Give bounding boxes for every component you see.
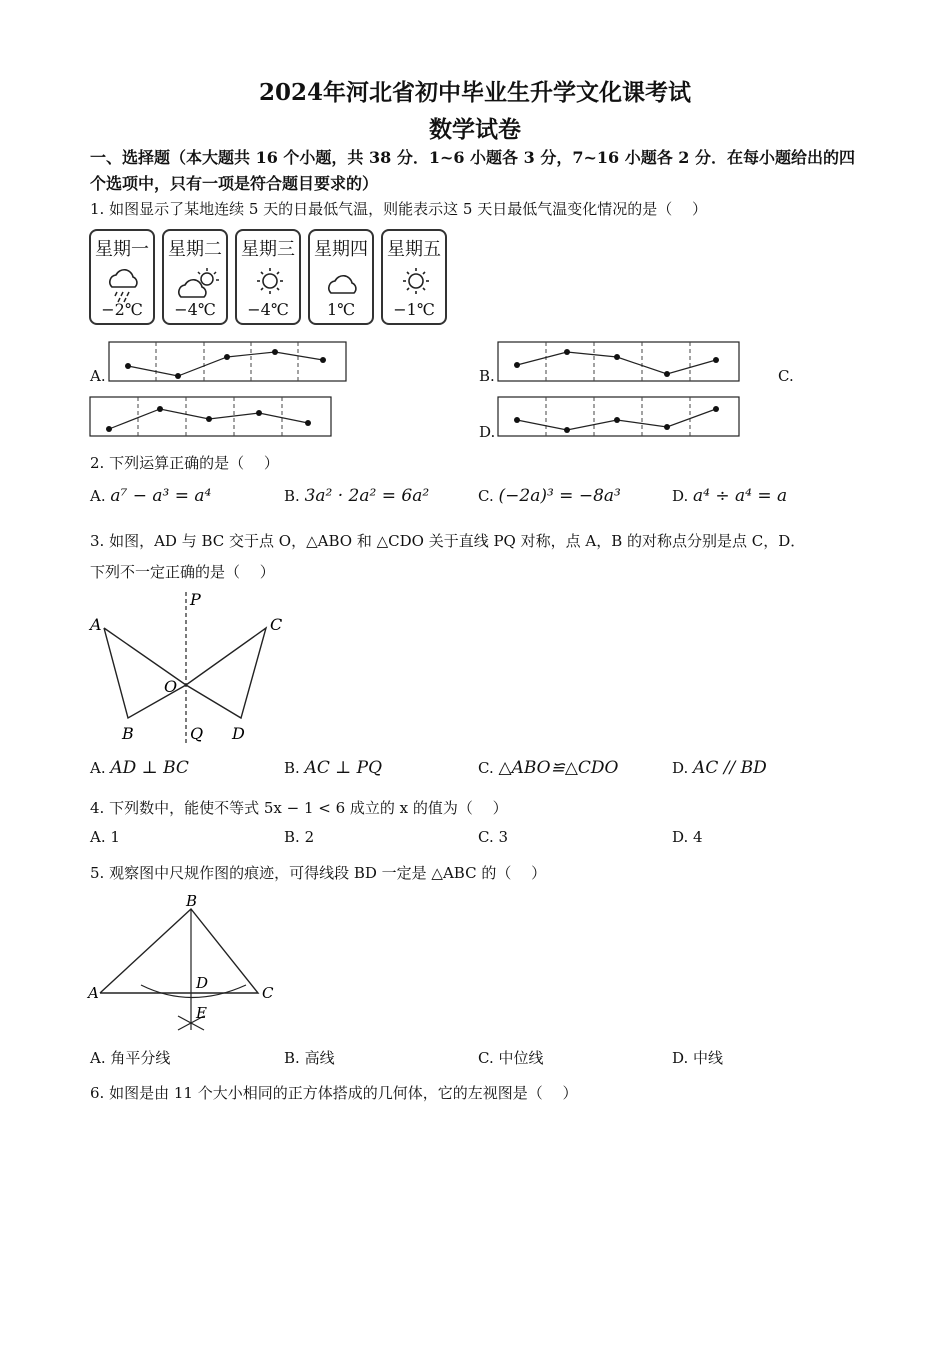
temperature-label: −2℃: [101, 300, 143, 319]
option-expression: AC ⊥ PQ: [304, 758, 383, 778]
option-label: B.: [284, 1049, 300, 1067]
sun-icon: [250, 265, 290, 305]
q5-option-c: [478, 1047, 544, 1068]
option-c-graph: [89, 396, 333, 438]
partly-cloudy-icon: [177, 265, 221, 305]
temperature-label: −4℃: [174, 300, 216, 319]
weather-card: [89, 229, 155, 325]
option-label: D.: [672, 1049, 689, 1067]
option-label: C.: [478, 759, 494, 777]
option-value: 角平分线: [110, 1049, 171, 1067]
q5-option-a: [90, 1047, 170, 1068]
option-value: 2: [304, 828, 315, 846]
weekday-label: 星期一: [95, 239, 149, 260]
weather-card: [381, 229, 447, 325]
point-label: A: [90, 615, 102, 634]
option-label: B.: [284, 828, 300, 846]
option-d-label: D.: [479, 423, 496, 441]
option-expression: a⁴ ÷ a⁴ = a: [693, 486, 788, 506]
point-label: E: [196, 1004, 207, 1022]
option-b-graph: [497, 341, 741, 383]
option-label: A.: [90, 759, 106, 777]
weather-card: [235, 229, 301, 325]
section-heading: 一、选择题（本大题共 16 个小题，共 38 分．1~6 小题各 3 分，7~16 小题各 2 分．在每小题给出的四个选项中，只有一项是符合题目要求的）: [90, 148, 855, 193]
question-3-stem-line2: 下列不一定正确的是（ ）: [90, 563, 275, 581]
option-value: 中位线: [498, 1049, 544, 1067]
weather-card: [162, 229, 228, 325]
point-label: B: [186, 892, 198, 910]
q4-option-a: [90, 828, 120, 846]
question-5-stem: 5. 观察图中尺规作图的痕迹，可得线段 BD 一定是 △ABC 的（ ）: [90, 864, 547, 882]
q2-option-c: [478, 486, 621, 506]
weekday-label: 星期四: [314, 239, 368, 260]
option-label: A.: [90, 487, 106, 505]
option-expression: a⁷ − a³ = a⁴: [110, 486, 212, 506]
option-label: D.: [672, 828, 689, 846]
option-label: B.: [284, 759, 300, 777]
option-label: D.: [672, 759, 689, 777]
q3-symmetry-figure: [86, 588, 296, 748]
option-label: B.: [284, 487, 300, 505]
point-label: O: [164, 677, 178, 696]
point-label: A: [88, 984, 99, 1002]
question-1-stem: 1. 如图显示了某地连续 5 天的日最低气温，则能表示这 5 天日最低气温变化情况的是（ ）: [90, 200, 708, 218]
option-label: C.: [478, 828, 494, 846]
temperature-label: −1℃: [393, 300, 435, 319]
option-expression: (−2a)³ = −8a³: [498, 486, 621, 506]
option-expression: AC // BD: [693, 758, 767, 778]
question-4-stem: 4. 下列数中，能使不等式 5x − 1 < 6 成立的 x 的值为（ ）: [90, 799, 508, 817]
q3-option-b: [284, 758, 382, 778]
option-value: 1: [110, 828, 120, 846]
question-6-stem: 6. 如图是由 11 个大小相同的正方体搭成的几何体，它的左视图是（ ）: [90, 1084, 578, 1102]
option-a-graph: [108, 341, 348, 383]
option-label: A.: [90, 828, 106, 846]
exam-subtitle: 数学试卷: [429, 116, 521, 143]
question-3-stem-line1: 3. 如图，AD 与 BC 交于点 O，△ABO 和 △CDO 关于直线 PQ 对称，点 A，B 的对称点分别是点 C，D．: [90, 532, 806, 550]
weekday-label: 星期五: [387, 239, 441, 260]
question-2-stem: 2. 下列运算正确的是（ ）: [90, 454, 279, 472]
point-label: P: [190, 590, 201, 609]
option-label: C.: [478, 487, 494, 505]
option-label: A.: [90, 1049, 106, 1067]
option-label: D.: [672, 487, 689, 505]
sun-icon: [396, 265, 436, 305]
temperature-label: −4℃: [247, 300, 289, 319]
q3-option-a: [90, 758, 189, 778]
option-value: 中线: [693, 1049, 724, 1067]
q3-option-c: [478, 758, 619, 778]
q5-option-b: [284, 1047, 335, 1068]
weather-card: [308, 229, 374, 325]
option-expression: △ABO≌△CDO: [498, 758, 619, 778]
q4-option-b: [284, 828, 314, 846]
weekday-label: 星期二: [168, 239, 222, 260]
exam-title: 2024年河北省初中毕业生升学文化课考试: [258, 79, 691, 106]
option-b-label: B.: [479, 367, 495, 385]
q3-option-d: [672, 758, 767, 778]
option-expression: AD ⊥ BC: [110, 758, 189, 778]
option-value: 高线: [304, 1049, 335, 1067]
option-d-graph: [497, 396, 741, 438]
point-label: C: [270, 615, 283, 634]
option-value: 3: [498, 828, 509, 846]
point-label: C: [262, 984, 274, 1002]
rain-cloud-icon: [104, 265, 144, 305]
q2-option-d: [672, 486, 787, 506]
point-label: B: [122, 724, 134, 743]
point-label: Q: [190, 724, 204, 743]
weekday-label: 星期三: [241, 239, 295, 260]
weather-cards: [89, 229, 454, 330]
q5-construction-figure: [86, 890, 282, 1035]
temperature-label: 1℃: [326, 300, 356, 319]
point-label: D: [232, 724, 245, 743]
option-a-label: A.: [90, 367, 106, 385]
q5-option-d: [672, 1047, 723, 1068]
option-expression: 3a² · 2a² = 6a²: [304, 486, 430, 506]
q2-option-a: [90, 486, 211, 506]
point-label: D: [196, 974, 209, 992]
option-label: C.: [478, 1049, 494, 1067]
option-c-label: C.: [778, 367, 794, 385]
option-value: 4: [693, 828, 703, 846]
cloud-icon: [323, 265, 363, 305]
q4-option-c: [478, 828, 508, 846]
q2-option-b: [284, 486, 429, 506]
q4-option-d: [672, 828, 703, 846]
